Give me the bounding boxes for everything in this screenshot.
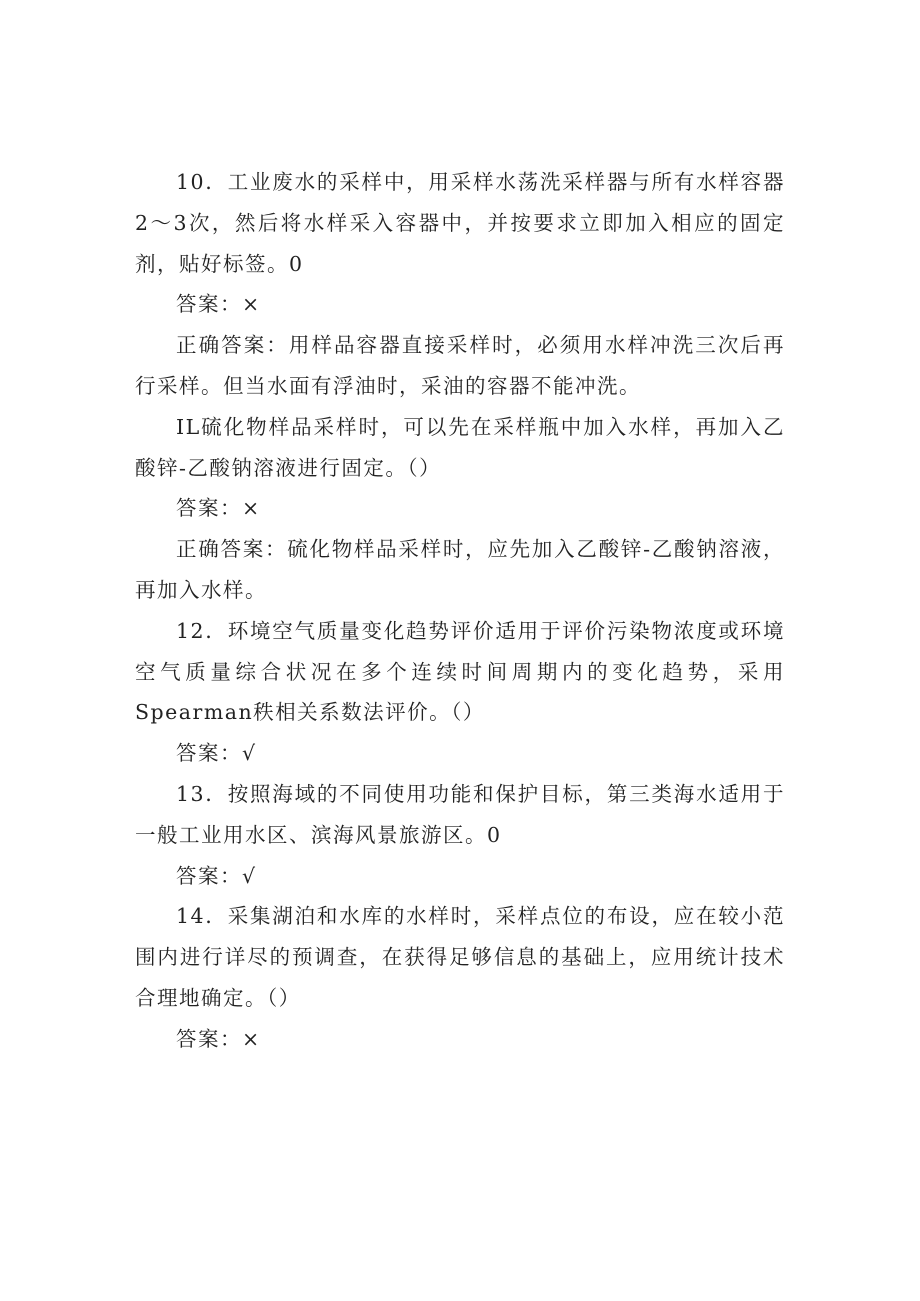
question-11-text: IL硫化物样品采样时，可以先在采样瓶中加入水样，再加入乙酸锌-乙酸钠溶液进行固定。（） xyxy=(135,414,785,480)
question-14-text: 14．采集湖泊和水库的水样时，采样点位的布设，应在较小范围内进行详尽的预调查，在获得足够信息的基础上，应用统计技术合理地确定。（） xyxy=(135,904,785,1010)
question-11-answer: 答案：× xyxy=(176,496,261,521)
question-12-answer: 答案：√ xyxy=(176,741,257,766)
question-10-correct-answer: 正确答案：用样品容器直接采样时，必须用水样冲洗三次后再行采样。但当水面有浮油时，采油的容器不能冲洗。 xyxy=(135,333,785,398)
question-10-text: 10．工业废水的采样中，用采样水荡洗采样器与所有水样容器2～3次，然后将水样采入容器中，并按要求立即加入相应的固定剂，贴好标签。0 xyxy=(135,170,785,276)
question-13-answer: 答案：√ xyxy=(176,863,257,888)
question-14-answer: 答案：× xyxy=(176,1026,261,1051)
question-13-text: 13．按照海域的不同使用功能和保护目标，第三类海水适用于一般工业用水区、滨海风景旅游区。0 xyxy=(135,781,785,847)
question-12-text: 12．环境空气质量变化趋势评价适用于评价污染物浓度或环境空气质量综合状况在多个连续时间周期内的变化趋势，采用Spearman秩相关系数法评价。（） xyxy=(135,618,785,725)
question-11-correct-answer: 正确答案：硫化物样品采样时，应先加入乙酸锌-乙酸钠溶液，再加入水样。 xyxy=(135,537,785,602)
document-body xyxy=(135,162,785,1060)
question-10-answer: 答案：× xyxy=(176,292,261,317)
